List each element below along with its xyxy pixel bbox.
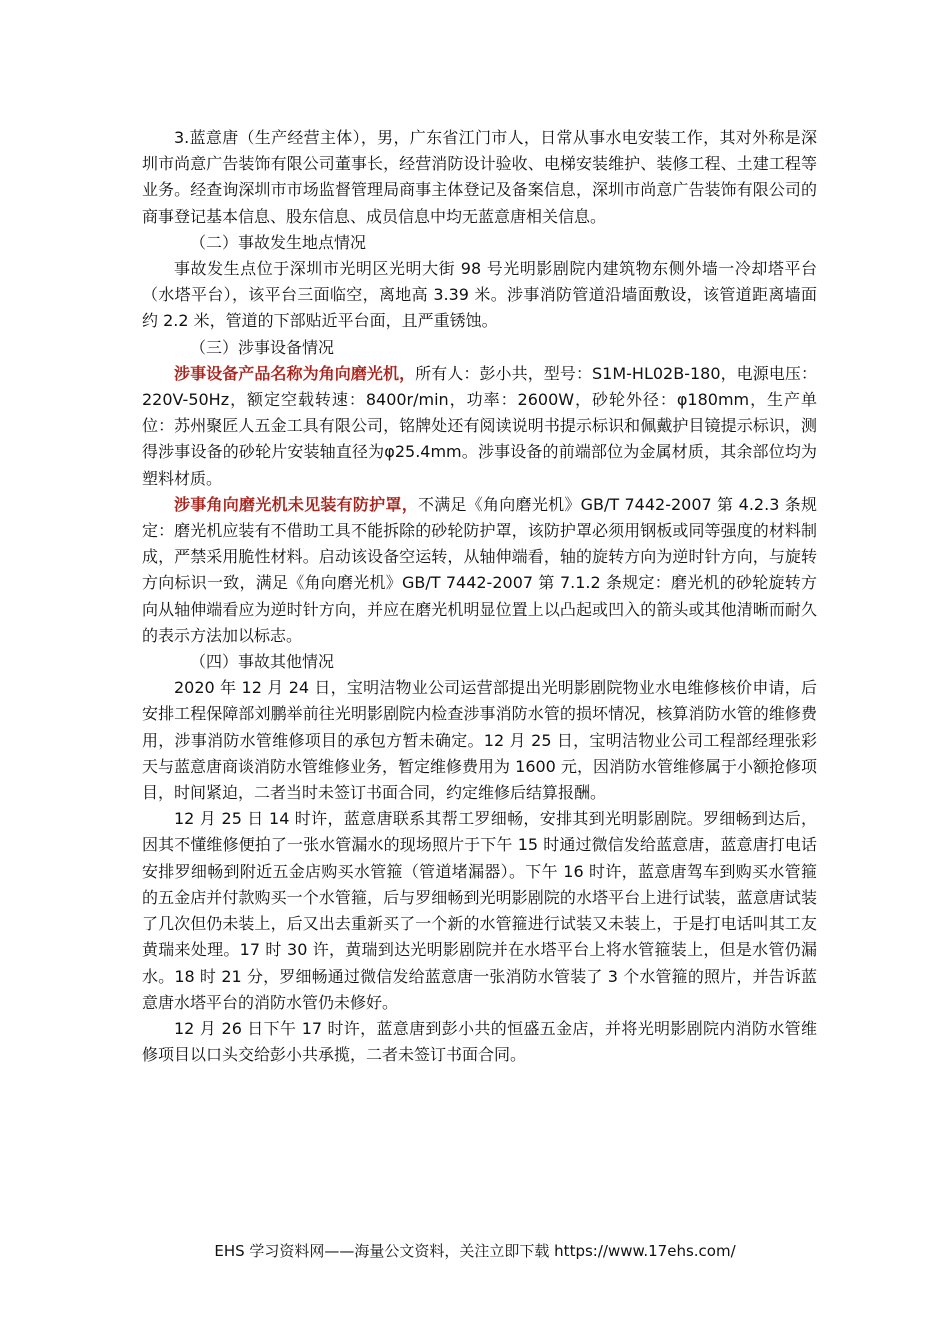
section-heading-other: （四）事故其他情况	[190, 652, 335, 672]
highlight-no-guard: 涉事角向磨光机未见装有防护罩，	[174, 494, 418, 514]
paragraph-dec-24: 2020 年 12 月 24 日，宝明洁物业公司运营部提出光明影剧院物业水电维修核价申请，后安排工程保障部刘鹏举前往光明影剧院内检查涉事消防水管的损坏情况，核算消防水管的维修费用，涉事消防水管维修项目的承包方暂未确定。12 月 25 日，宝明洁物业公司工程部经理张彩天与蓝意唐商谈消防水管维修业务，暂定维修费用为 1600 元，因消防水管维修属于小额抢修项目，时间紧迫，二者当时未签订书面合同，约定维修后结算报酬。	[142, 678, 817, 803]
highlight-equipment-name: 涉事设备产品名称为角向磨光机，	[174, 363, 416, 383]
equipment-details: 所有人：彭小共，型号：S1M-HL02B-180，电源电压：220V-50Hz，额定空载转速：8400r/min，功率：2600W，砂轮外径：φ180mm，生产单位：苏州聚匠人五金工具有限公司，铭牌处还有阅读说明书提示标识和佩戴护目镜提示标识，测得涉事设备的砂轮片安装轴直径为φ25.4mm。涉事设备的前端部位为金属材质，其余部位均为塑料材质。	[142, 363, 817, 488]
document-body	[142, 125, 817, 1068]
guard-details: 不满足《角向磨光机》GB/T 7442-2007 第 4.2.3 条规定：磨光机应装有不借助工具不能拆除的砂轮防护罩，该防护罩必须用钢板或同等强度的材料制成，严禁采用脆性材料。启动该设备空运转，从轴伸端看，轴的旋转方向为逆时针方向，与旋转方向标识一致，满足《角向磨光机》GB/T 7442-2007 第 7.1.2 条规定：磨光机的砂轮旋转方向从轴伸端看应为逆时针方向，并应在磨光机明显位置上以凸起或凹入的箭头或其他清晰而耐久的表示方法加以标志。	[142, 494, 817, 645]
paragraph-dec-25: 12 月 25 日 14 时许，蓝意唐联系其帮工罗细畅，安排其到光明影剧院。罗细畅到达后，因其不懂维修便拍了一张水管漏水的现场照片于下午 15 时通过微信发给蓝意唐，蓝意唐打电话安排罗细畅到附近五金店购买水管箍（管道堵漏器）。下午 16 时许，蓝意唐驾车到购买水管箍的五金店并付款购买一个水管箍，后与罗细畅到光明影剧院的水塔平台上进行试装，蓝意唐试装了几次但仍未装上，后又出去重新买了一个新的水管箍进行试装又未装上，于是打电话叫其工友黄瑞来处理。17 时 30 许，黄瑞到达光明影剧院并在水塔平台上将水管箍装上，但是水管仍漏水。18 时 21 分，罗细畅通过微信发给蓝意唐一张消防水管装了 3 个水管箍的照片，并告诉蓝意唐水塔平台的消防水管仍未修好。	[142, 809, 817, 1012]
paragraph-producer-info: 3.蓝意唐（生产经营主体），男，广东省江门市人，日常从事水电安装工作，其对外称是深圳市尚意广告装饰有限公司董事长，经营消防设计验收、电梯安装维护、装修工程、土建工程等业务。经查询深圳市市场监督管理局商事主体登记及备案信息，深圳市尚意广告装饰有限公司的商事登记基本信息、股东信息、成员信息中均无蓝意唐相关信息。	[142, 128, 817, 226]
section-heading-equipment: （三）涉事设备情况	[190, 337, 335, 357]
paragraph-dec-26: 12 月 26 日下午 17 时许，蓝意唐到彭小共的恒盛五金店，并将光明影剧院内消防水管维修项目以口头交给彭小共承揽，二者未签订书面合同。	[142, 1018, 817, 1065]
page-footer: EHS 学习资料网——海量公文资料，关注立即下载 https://www.17ehs.com/	[214, 1242, 736, 1260]
paragraph-location: 事故发生点位于深圳市光明区光明大街 98 号光明影剧院内建筑物东侧外墙一冷却塔平台（水塔平台），该平台三面临空，离地高 3.39 米。涉事消防管道沿墙面敷设，该管道距离墙面约 2.2 米，管道的下部贴近平台面，且严重锈蚀。	[142, 259, 817, 331]
paragraph-equipment	[142, 361, 817, 492]
section-heading-location: （二）事故发生地点情况	[190, 232, 367, 252]
paragraph-guard	[142, 492, 817, 649]
